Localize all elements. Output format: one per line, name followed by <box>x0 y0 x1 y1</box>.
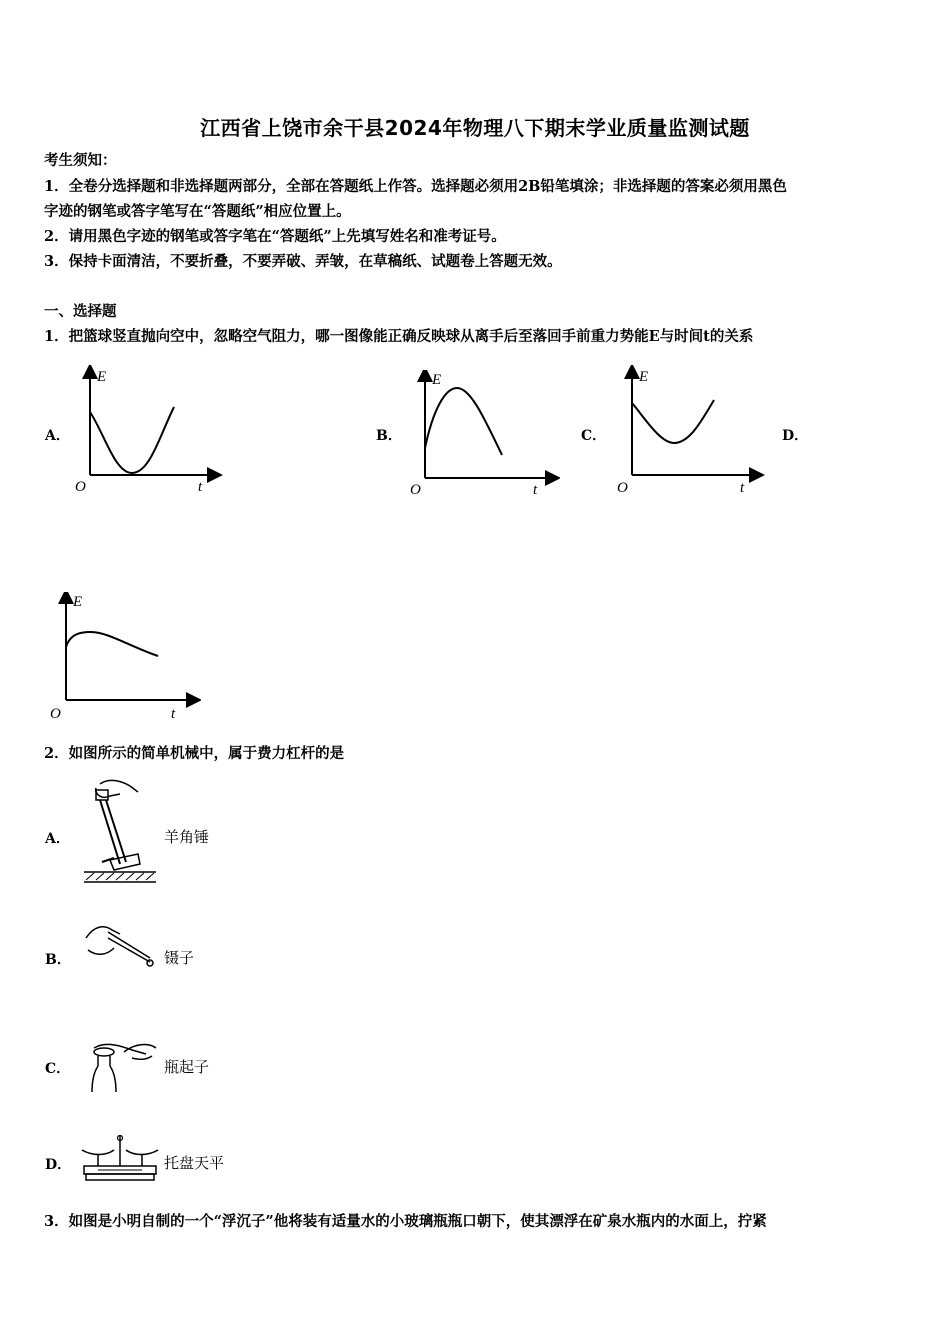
graph-option-d <box>46 592 201 722</box>
notice-item-1-line-2: 字迹的钢笔或答字笔写在“答题纸”相应位置上。 <box>44 203 351 220</box>
tweezers-icon <box>80 916 160 970</box>
graph-option-a <box>70 365 225 495</box>
notice-item-3: 3．保持卡面清洁，不要折叠，不要弄破、弄皱，在草稿纸、试题卷上答题无效。 <box>44 253 562 270</box>
graph-b-origin: O <box>410 482 421 498</box>
balance-scale-icon <box>78 1132 162 1184</box>
section-heading: 一、选择题 <box>44 303 117 320</box>
notice-item-1-line-1: 1．全卷分选择题和非选择题两部分，全部在答题纸上作答。选择题必须用2B铅笔填涂；非选择题的答案必须用黑色 <box>44 178 787 195</box>
q2-option-b-label[interactable]: B． <box>45 952 71 968</box>
q2-option-c-label[interactable]: C． <box>45 1061 71 1077</box>
question-2-text: 2．如图所示的简单机械中，属于费力杠杆的是 <box>44 745 345 762</box>
q2-option-a-label[interactable]: A． <box>45 831 70 847</box>
claw-hammer-name: 羊角锤 <box>164 828 210 846</box>
q1-option-d-label[interactable]: D． <box>782 428 809 444</box>
question-1-text: 1．把篮球竖直抛向空中，忽略空气阻力，哪一图像能正确反映球从离手后至落回手前重力势能E与时间t的关系 <box>44 328 754 345</box>
graph-d-y-label: E <box>73 594 83 610</box>
bottle-opener-icon <box>80 1030 160 1094</box>
q1-option-b-label[interactable]: B． <box>376 428 402 444</box>
graph-c-origin: O <box>617 480 628 495</box>
notice-item-2: 2．请用黑色字迹的钢笔或答字笔在“答题纸”上先填写姓名和准考证号。 <box>44 228 506 245</box>
graph-d-origin: O <box>50 706 61 722</box>
graph-a-y-label: E <box>97 369 107 385</box>
question-3-text: 3．如图是小明自制的一个“浮沉子”他将装有适量水的小玻璃瓶瓶口朝下，使其漂浮在矿泉水瓶内的水面上，拧紧 <box>44 1213 767 1230</box>
graph-c-x-label: t <box>740 480 745 495</box>
q2-option-d-label[interactable]: D． <box>45 1157 72 1173</box>
balance-scale-name: 托盘天平 <box>164 1154 225 1172</box>
tweezers-name: 镊子 <box>164 949 195 967</box>
claw-hammer-icon <box>80 776 160 888</box>
page-title: 江西省上饶市余干县2024年物理八下期末学业质量监测试题 <box>200 116 750 140</box>
graph-option-c <box>612 365 767 495</box>
bottle-opener-name: 瓶起子 <box>164 1058 210 1076</box>
notice-heading: 考生须知： <box>44 152 117 169</box>
graph-b-x-label: t <box>533 482 538 498</box>
q1-option-a-label[interactable]: A． <box>45 428 70 444</box>
graph-option-b <box>405 370 560 500</box>
q1-option-c-label[interactable]: C． <box>581 428 607 444</box>
graph-b-y-label: E <box>432 372 442 388</box>
graph-d-x-label: t <box>171 706 176 722</box>
graph-a-origin: O <box>75 479 86 495</box>
graph-a-x-label: t <box>198 479 203 495</box>
graph-c-y-label: E <box>639 369 649 385</box>
